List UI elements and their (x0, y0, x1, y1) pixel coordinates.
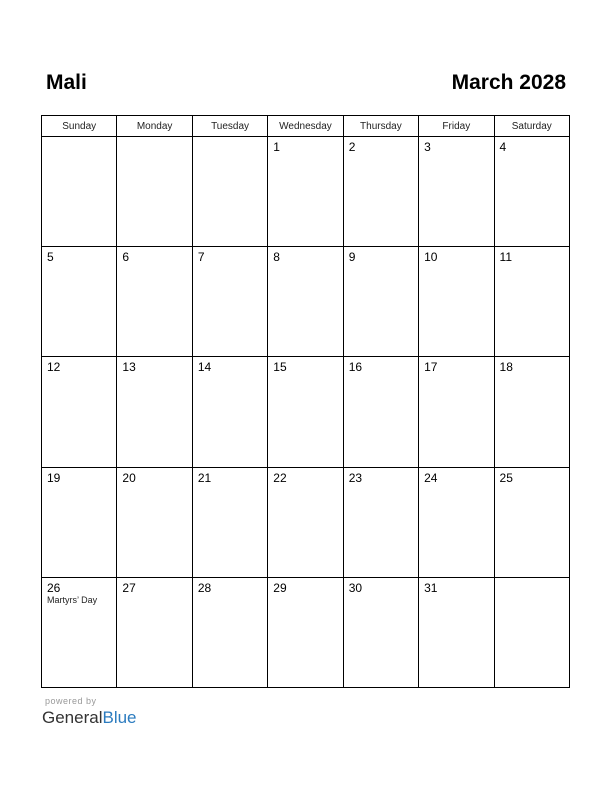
day-number: 3 (424, 140, 431, 154)
day-cell (117, 467, 192, 577)
day-cell (419, 357, 494, 467)
weekday-friday: Friday (419, 116, 494, 137)
day-number: 31 (424, 580, 438, 595)
day-number: 7 (197, 250, 205, 265)
day-cell (494, 247, 569, 357)
day-number (117, 137, 191, 140)
day-cell (192, 247, 267, 357)
day-number: 10 (424, 250, 438, 265)
day-cell (42, 577, 117, 687)
day-cell (268, 137, 343, 247)
country-title: Mali (46, 71, 87, 94)
day-number: 4 (499, 140, 507, 154)
day-cell (343, 577, 418, 687)
day-cell (117, 247, 192, 357)
weekday-saturday: Saturday (494, 116, 569, 137)
weekday-sunday: Sunday (42, 116, 117, 137)
week-row-5 (42, 577, 570, 687)
day-cell (42, 357, 117, 467)
day-number: 25 (499, 470, 513, 485)
day-cell (192, 137, 267, 247)
week-row-3 (42, 357, 570, 467)
day-number: 24 (424, 470, 438, 485)
day-number: 26 (47, 580, 61, 595)
day-cell (42, 247, 117, 357)
week-row-2 (42, 247, 570, 357)
day-cell (343, 137, 418, 247)
day-cell (419, 467, 494, 577)
brand-general-text: General (42, 708, 103, 727)
day-number: 30 (348, 580, 363, 595)
day-cell (494, 137, 569, 247)
day-number: 5 (47, 250, 54, 265)
day-number: 9 (348, 250, 356, 265)
day-cell (494, 467, 569, 577)
day-cell (268, 577, 343, 687)
day-number: 20 (122, 470, 136, 485)
month-year-title: March 2028 (451, 71, 566, 94)
week-row-4 (42, 467, 570, 577)
day-cell (419, 577, 494, 687)
day-number: 23 (348, 470, 363, 485)
brand-blue-text: Blue (102, 708, 137, 727)
weekday-monday: Monday (117, 116, 192, 137)
generalblue-logo[interactable] (42, 708, 137, 728)
day-cell (192, 577, 267, 687)
day-number: 17 (424, 360, 438, 375)
day-number (42, 137, 116, 140)
day-number: 19 (47, 470, 61, 485)
day-cell (192, 357, 267, 467)
day-number: 12 (47, 360, 61, 375)
day-number: 28 (197, 580, 212, 595)
weekday-tuesday: Tuesday (192, 116, 267, 137)
week-row-1 (42, 137, 570, 247)
weekday-thursday: Thursday (343, 116, 418, 137)
day-number: 14 (197, 360, 212, 375)
day-cell (343, 247, 418, 357)
day-number: 13 (122, 360, 136, 375)
day-cell (268, 467, 343, 577)
weekday-wednesday: Wednesday (268, 116, 343, 137)
day-cell (42, 467, 117, 577)
day-cell (192, 467, 267, 577)
day-number: 18 (499, 360, 513, 375)
day-cell (117, 357, 192, 467)
day-number (495, 578, 569, 581)
holiday-label: Martyrs’ Day (47, 594, 98, 605)
day-cell (117, 577, 192, 687)
day-number (193, 137, 267, 140)
day-cell (343, 467, 418, 577)
day-cell (117, 137, 192, 247)
calendar-grid (41, 115, 570, 688)
day-cell (42, 137, 117, 247)
day-number: 27 (122, 580, 136, 595)
weekday-header-row (42, 116, 570, 137)
day-number: 1 (273, 140, 280, 154)
day-number: 2 (348, 140, 356, 154)
day-cell (494, 357, 569, 467)
day-cell (343, 357, 418, 467)
day-number: 8 (273, 250, 280, 265)
day-cell (419, 247, 494, 357)
footer-branding (42, 696, 137, 728)
day-number: 16 (348, 360, 363, 375)
day-cell (268, 247, 343, 357)
day-cell (494, 577, 569, 687)
day-number: 22 (273, 470, 287, 485)
day-number: 11 (499, 250, 512, 265)
day-cell (268, 357, 343, 467)
day-number: 15 (273, 360, 287, 375)
day-cell (419, 137, 494, 247)
day-number: 29 (273, 580, 287, 595)
powered-by-label: powered by (45, 696, 97, 706)
day-number: 6 (122, 250, 130, 265)
day-number: 21 (197, 470, 212, 485)
